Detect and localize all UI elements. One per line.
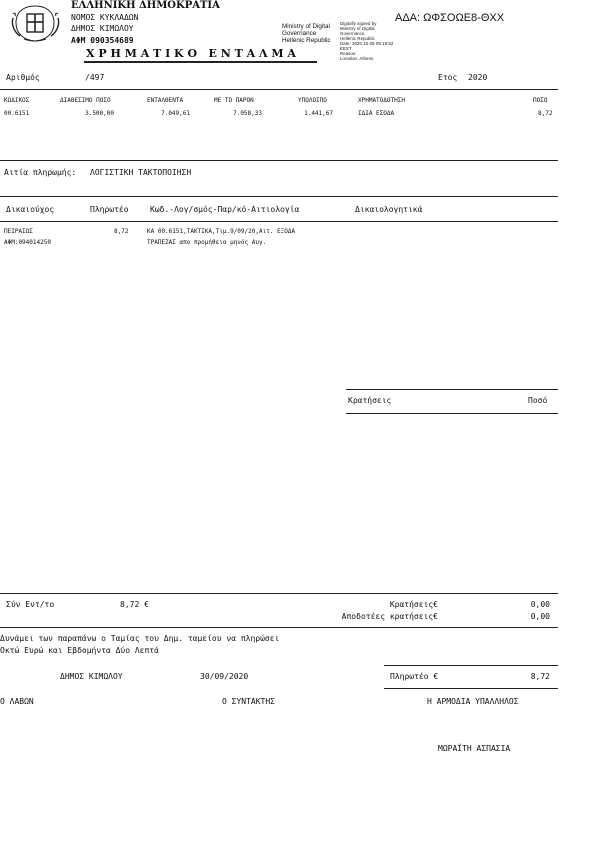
- signature-official-name: ΜΩΡΑΪΤΗ ΑΣΠΑΣΙΑ: [438, 744, 511, 753]
- payable-deductions-value: 0,00: [530, 612, 550, 621]
- number-value: /497: [85, 73, 105, 82]
- divider-6: [0, 627, 558, 628]
- header-afm: ΑΦΜ 090354689: [71, 36, 134, 45]
- payable-box-top: [384, 665, 558, 666]
- payable-box-bottom: [384, 688, 558, 689]
- budget-cell-issued: 7.049,61: [161, 110, 190, 117]
- stamp-small-line-6: EEST: [340, 46, 352, 51]
- signature-author: Ο ΣΥΝΤΑΚΤΗΣ: [222, 697, 275, 706]
- deductions-amount-label: Ποσό: [528, 396, 548, 405]
- title-underline: [84, 61, 317, 63]
- stamp-ministry-line-1: Ministry of Digital: [282, 23, 330, 30]
- year-label: Ετος: [438, 73, 458, 82]
- stamp-ministry-line-3: Hellenic Republic: [282, 37, 331, 44]
- budget-header-issued: ΕΝΤΑΛΘΕΝΤΑ: [147, 97, 184, 104]
- payee-name: ΠΕΙΡΑΙΩΣ: [4, 228, 33, 235]
- deductions-label: Κρατήσεις: [348, 396, 392, 405]
- deductions-total-label: Κρατήσεις€: [389, 600, 438, 609]
- payee-header-documents: Δικαιολογητικά: [355, 205, 423, 214]
- budget-header-funding: ΧΡΗΜΑΤΟΔΟΤΗΣΗ: [358, 97, 405, 104]
- budget-header-amount: ΠΟΣΟ: [533, 97, 548, 104]
- budget-cell-amount: 8,72: [538, 110, 553, 117]
- payee-header-payable: Πληρωτέο: [90, 205, 129, 214]
- sum-label: Σύν Εντ/το: [6, 600, 55, 609]
- deductions-bottom-rule: [346, 413, 558, 414]
- payee-header-code: Κωδ.-Λογ/σμός-Παρ/κό-Αιτιολογία: [150, 205, 300, 214]
- stamp-ministry-line-2: Governance: [282, 30, 317, 37]
- payable-deductions-label: Αποδοτέες κρατήσεις€: [341, 612, 438, 621]
- number-label: Αριθμός: [6, 73, 40, 82]
- budget-cell-balance: 1.441,67: [304, 110, 333, 117]
- budget-cell-code: 00.6151: [4, 110, 30, 117]
- payee-desc-line: ΤΡΑΠΕΖΑΣ απο προμήθεια μηνός Αυγ.: [147, 239, 267, 246]
- document-title: Χ Ρ Η Μ Α Τ Ι Κ Ο Ε Ν Τ Α Λ Μ Α: [86, 47, 296, 60]
- divider-3: [0, 196, 558, 197]
- header-prefecture: ΝΟΜΟΣ ΚΥΚΛΑΔΩΝ: [71, 13, 139, 22]
- payee-afm: ΑΦΜ:094014250: [4, 239, 51, 246]
- deductions-top-rule: [346, 389, 558, 390]
- instruction-line-1: Δυνάμει των παραπάνω ο Ταμίας του Δημ. ταμείου να πληρώσει: [0, 634, 280, 643]
- divider-1: [0, 89, 558, 90]
- ada-code: ΑΔΑ: ΩΦΣΟΩΕ8-ΘΧΧ: [395, 12, 505, 24]
- signature-receiver: Ο ΛΑΒΩΝ: [0, 697, 34, 706]
- stamp-small-line-7: Reason:: [340, 51, 357, 56]
- header-republic: ΕΛΛΗΝΙΚΗ ΔΗΜΟΚΡΑΤΙΑ: [71, 0, 220, 11]
- reason-label: Αιτία πληρωμής:: [4, 168, 77, 177]
- budget-header-code: ΚΩΔΙΚΟΣ: [4, 97, 30, 104]
- header-municipality: ΔΗΜΟΣ ΚΙΜΩΛΟΥ: [71, 24, 134, 33]
- footer-municipality: ΔΗΜΟΣ ΚΙΜΩΛΟΥ: [60, 672, 123, 681]
- instruction-line-2: Οκτώ Ευρώ και Εβδομήντα Δύο Λεπτά: [0, 646, 159, 655]
- budget-header-current: ΜΕ ΤΟ ΠΑΡΟΝ: [214, 97, 254, 104]
- stamp-small-line-4: Hellenic Republic: [340, 36, 375, 41]
- budget-header-available: ΔΙΑΘΕΣΙΜΟ ΠΟΣΟ: [60, 97, 111, 104]
- footer-payable-label: Πληρωτέο €: [390, 672, 439, 681]
- budget-cell-funding: ΙΔΙΑ ΕΣΟΔΑ: [358, 110, 395, 117]
- stamp-small-line-1: Digitally signed by: [340, 21, 377, 26]
- budget-cell-available: 3.500,00: [85, 110, 114, 117]
- budget-cell-current: 7.058,33: [233, 110, 262, 117]
- sum-value: 8,72 €: [120, 600, 149, 609]
- deductions-total-value: 0,00: [530, 600, 550, 609]
- footer-date: 30/09/2020: [200, 672, 249, 681]
- divider-5: [0, 593, 558, 594]
- divider-4: [0, 221, 558, 222]
- payee-header-beneficiary: Δικαιούχος: [6, 205, 55, 214]
- stamp-small-line-8: Location: Athens: [340, 56, 374, 61]
- budget-header-balance: ΥΠΟΛΟΙΠΟ: [298, 97, 327, 104]
- footer-payable-value: 8,72: [530, 672, 550, 681]
- coat-of-arms-emblem: [8, 2, 63, 44]
- year-value: 2020: [468, 73, 488, 82]
- stamp-small-line-2: Ministry of Digital: [340, 26, 375, 31]
- stamp-small-line-5: Date: 2020.10.05 09:19:52: [340, 41, 394, 46]
- payee-payable: 8,72: [114, 228, 129, 235]
- divider-2: [0, 160, 558, 161]
- signature-official: Η ΑΡΜΟΔΙΑ ΥΠΑΛΛΗΛΟΣ: [427, 697, 519, 706]
- payee-code-line: ΚΑ 00.6151,ΤΑΚΤΙΚΑ,Τιμ.9/09/20,Αιτ. ΕΞΟΔΑ: [147, 228, 296, 235]
- stamp-small-line-3: Governance,: [340, 31, 366, 36]
- reason-value: ΛΟΓΙΣΤΙΚΗ ΤΑΚΤΟΠΟΙΗΣΗ: [90, 168, 192, 177]
